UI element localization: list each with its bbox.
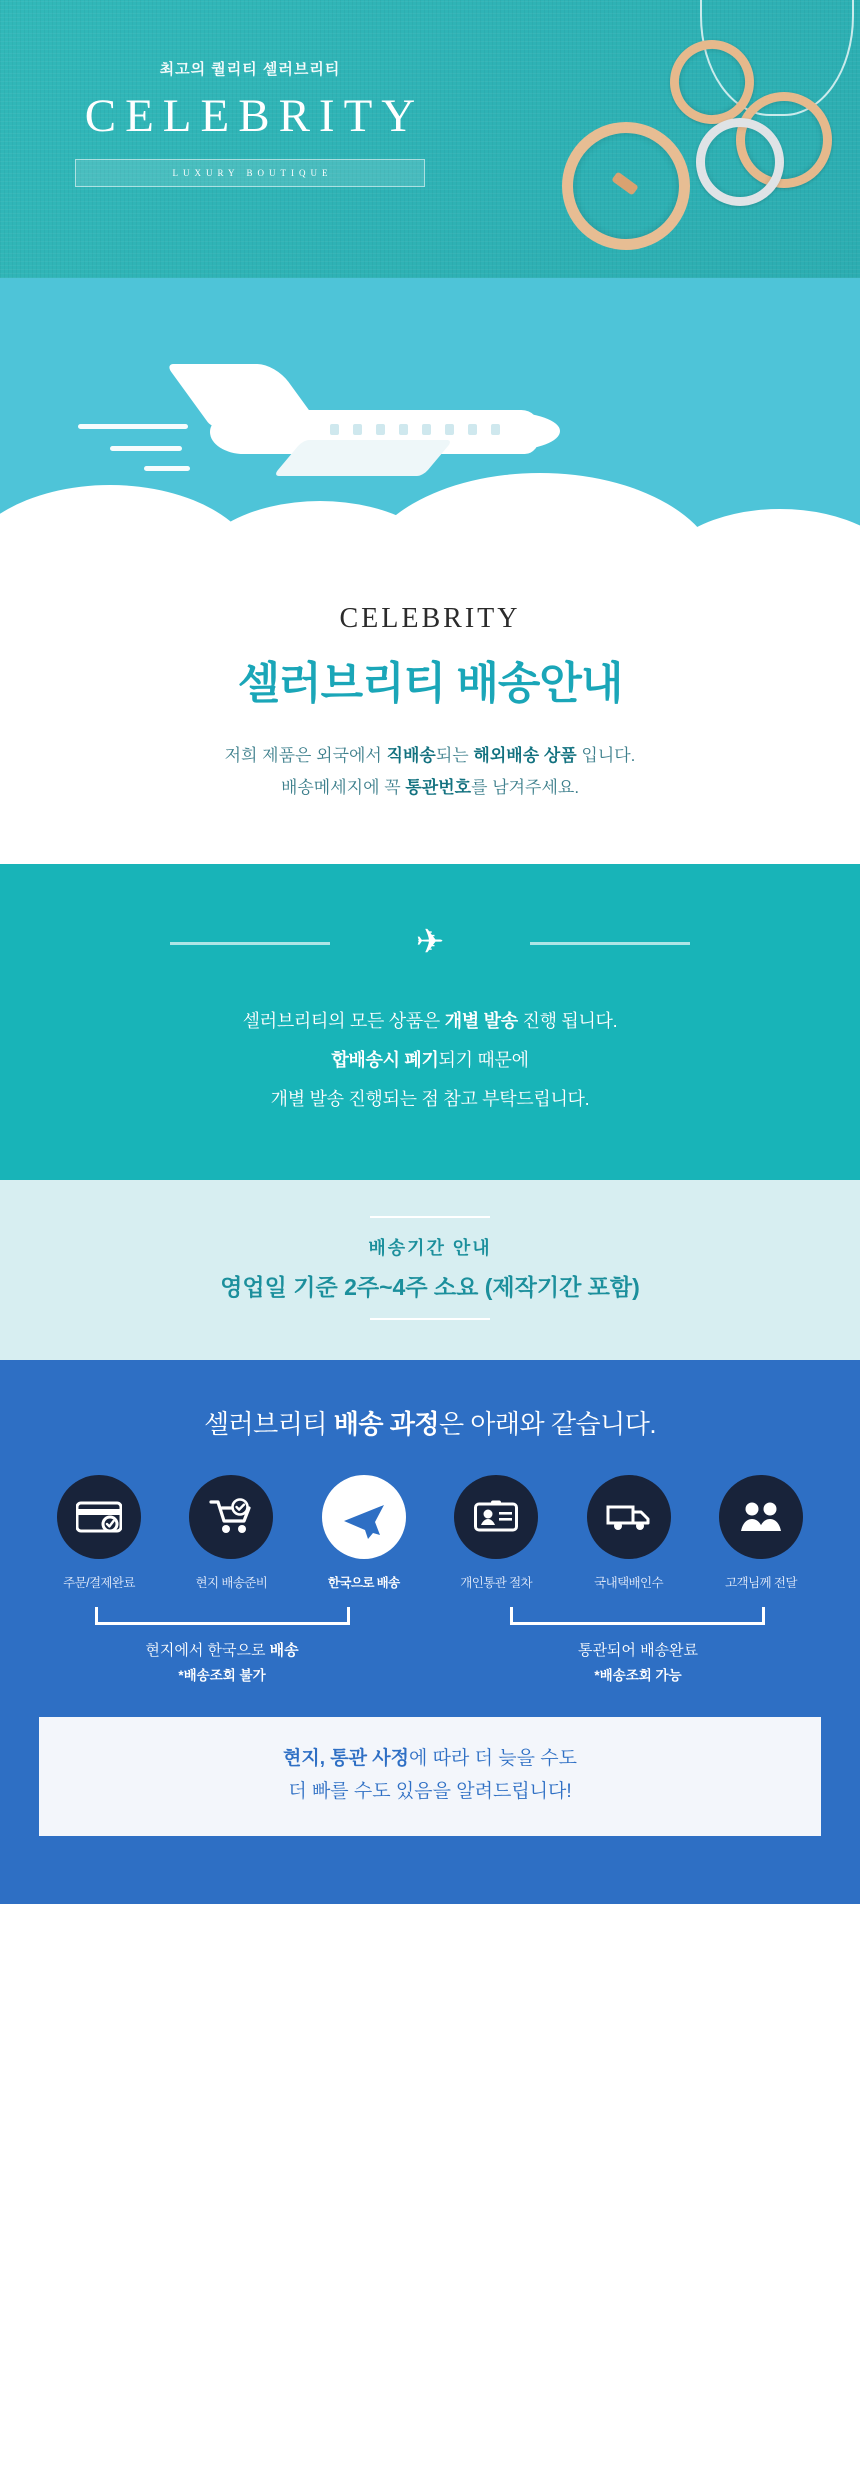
intro-line2-strong: 통관번호 — [405, 777, 472, 797]
bracket-left — [95, 1607, 350, 1625]
cloud-base — [0, 539, 860, 573]
bracket-right — [510, 1607, 765, 1625]
callout-strong: 현지, 통관 사정 — [283, 1748, 409, 1770]
intro-eyebrow: CELEBRITY — [339, 603, 521, 634]
process-notes — [40, 1639, 820, 1695]
teal-line1-strong: 개별 발송 — [444, 1011, 518, 1032]
process-step-domestic-courier — [570, 1475, 688, 1591]
process-heading-part2: 은 아래와 같습니다. — [438, 1409, 657, 1440]
teal-line2-part: 되기 때문에 — [438, 1050, 529, 1071]
ring-icon — [696, 118, 784, 206]
period-detail: 영업일 기준 2주~4주 소요 (제작기간 포함) — [220, 1274, 640, 1301]
process-step-ship-to-korea — [305, 1475, 423, 1591]
intro-line1-part1: 저희 제품은 외국에서 — [224, 746, 387, 766]
intro-line2-part2: 를 남겨주세요. — [471, 777, 580, 797]
process-step-label: 고객님께 전달 — [725, 1576, 797, 1591]
callout-line2: 더 빠를 수도 있음을 알려드립니다! — [288, 1780, 572, 1802]
delay-callout — [39, 1717, 821, 1836]
divider-line-right — [530, 942, 690, 945]
process-step-label: 주문/결제완료 — [63, 1576, 135, 1591]
process-heading-part1: 셀러브리티 — [203, 1409, 334, 1440]
period-rule-bottom — [370, 1318, 490, 1320]
hero-subtitle: 최고의 퀄리티 셀러브리티 — [159, 61, 341, 78]
intro-description — [0, 740, 860, 803]
delivery-period-section — [0, 1180, 860, 1360]
teal-line1-part1: 셀러브리티의 모든 상품은 — [242, 1011, 445, 1032]
bottom-spacer — [0, 1836, 860, 1870]
airplane-icon: ✈ — [415, 923, 445, 962]
shopping-cart-icon — [189, 1475, 273, 1559]
intro-line1-strong2: 해외배송 상품 — [473, 746, 577, 766]
process-step-label: 국내택배인수 — [594, 1576, 663, 1591]
intro-line1-part3: 입니다. — [576, 746, 636, 766]
customer-handover-icon — [719, 1475, 803, 1559]
page-title: 셀러브리티 배송안내 — [237, 659, 623, 708]
individual-shipping-section — [0, 864, 860, 1180]
process-step-handover — [702, 1475, 820, 1591]
teal-line-2 — [0, 1041, 860, 1080]
hero-ribbon: LUXURY BOUTIQUE — [75, 159, 425, 187]
note-left — [72, 1639, 372, 1689]
airplane-icon — [140, 362, 560, 492]
teal-line1-part2: 진행 됩니다. — [517, 1011, 618, 1032]
sky-illustration — [0, 278, 860, 573]
id-card-icon — [454, 1475, 538, 1559]
note-left-sub: *배송조회 불가 — [178, 1668, 266, 1684]
process-step-label: 개인통관 절차 — [460, 1576, 533, 1591]
process-step-local-prep — [172, 1475, 290, 1591]
plane-wing — [273, 440, 453, 476]
divider-line-left — [170, 942, 330, 945]
process-step-order-payment — [40, 1475, 158, 1591]
intro-line1-strong1: 직배송 — [386, 746, 436, 766]
process-step-customs — [437, 1475, 555, 1591]
intro-section — [0, 573, 860, 864]
callout-line1-part: 에 따라 더 늦을 수도 — [409, 1748, 577, 1770]
plane-windows — [330, 424, 500, 435]
speed-streak — [144, 466, 190, 471]
process-step-label: 현지 배송준비 — [195, 1576, 268, 1591]
teal-line-3: 개별 발송 진행되는 점 참고 부탁드립니다. — [270, 1088, 590, 1109]
note-right-main: 통관되어 배송완료 — [577, 1642, 699, 1660]
delivery-truck-icon — [587, 1475, 671, 1559]
credit-card-icon — [57, 1475, 141, 1559]
period-title: 배송기간 안내 — [368, 1238, 492, 1259]
intro-line2-part1: 배송메세지에 꼭 — [280, 777, 406, 797]
note-right-sub: *배송조회 가능 — [594, 1668, 682, 1684]
intro-line1-part2: 되는 — [435, 746, 474, 766]
note-right — [488, 1639, 788, 1689]
note-left-strong: 배송 — [269, 1642, 299, 1660]
airplane-icon — [322, 1475, 406, 1559]
process-heading-strong: 배송 과정 — [333, 1409, 439, 1440]
speed-streak — [110, 446, 182, 451]
hero-banner — [0, 0, 860, 278]
delivery-process-section — [0, 1360, 860, 1904]
period-rule-top — [370, 1216, 490, 1218]
process-step-label: 한국으로 배송 — [327, 1576, 400, 1591]
note-left-part1: 현지에서 한국으로 — [145, 1642, 270, 1660]
teal-line2-strong: 합배송시 폐기 — [331, 1050, 439, 1071]
brand-title: CELEBRITY — [84, 90, 425, 142]
process-brackets — [40, 1607, 820, 1629]
process-steps — [40, 1475, 820, 1591]
jewelry-decoration — [500, 0, 860, 278]
teal-line-1 — [0, 1002, 860, 1041]
process-heading — [0, 1404, 860, 1441]
divider-with-plane — [170, 922, 690, 962]
speed-streak — [78, 424, 188, 429]
